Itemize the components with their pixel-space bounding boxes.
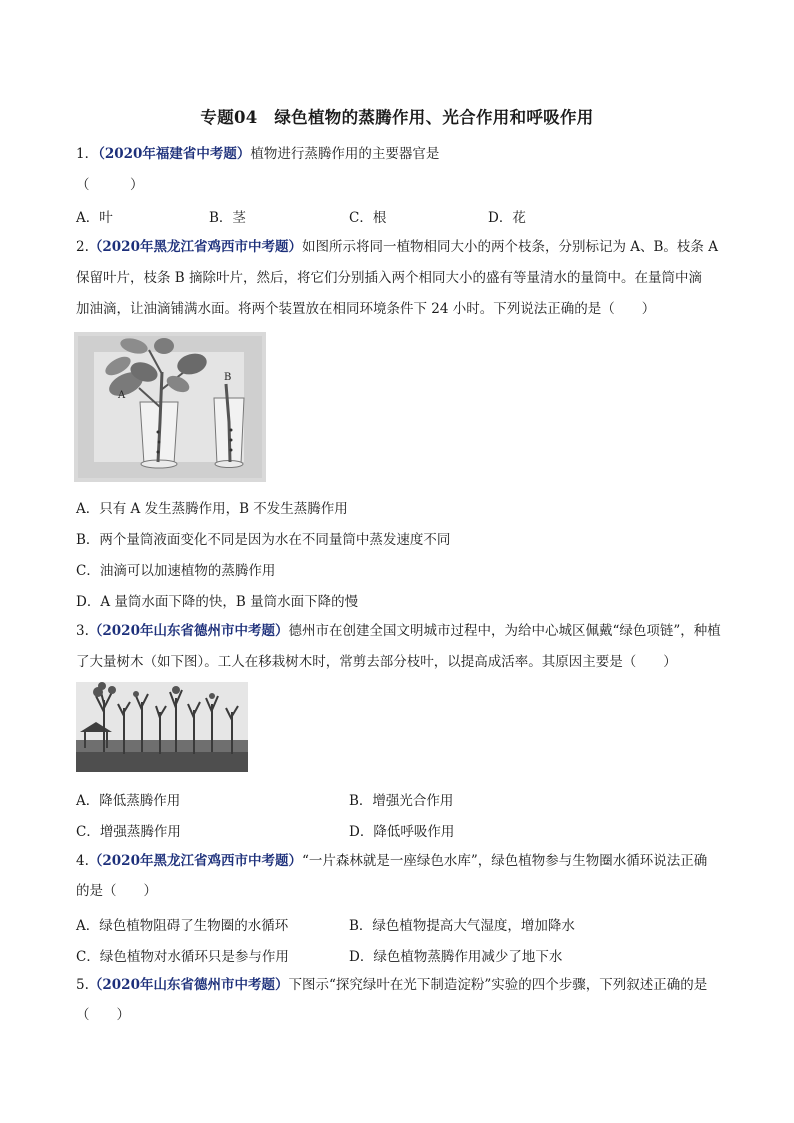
question-source: （2020年山东省德州市中考题） [88, 977, 289, 993]
question-number: 1． [76, 146, 99, 162]
option-a: A．绿色植物阻碍了生物圈的水循环 [76, 918, 289, 934]
question-number: 2. [76, 239, 89, 255]
question-source: （2020年山东省德州市中考题） [88, 623, 289, 639]
question-5-stem [76, 976, 707, 994]
question-source: （2020年福建省中考题） [98, 146, 251, 162]
question-text: 加油滴，让油滴铺满水面。将两个装置放在相同环境条件下 24 小时。下列说法正确的是（ ） [76, 301, 656, 317]
question-1-stem [76, 145, 439, 163]
question-text: 了大量树木（如下图）。工人在移栽树木时，常剪去部分枝叶，以提高成活率。其原因主要是（ ） [76, 654, 677, 670]
question-number: 5. [76, 977, 89, 993]
question-text: “一片森林就是一座绿色水库”，绿色植物参与生物圈水循环说法正确 [301, 853, 708, 869]
question-text: 植物进行蒸腾作用的主要器官是 [250, 146, 440, 162]
option-d: D．降低呼吸作用 [349, 824, 455, 840]
question-3-stem [76, 622, 721, 640]
question-number: 4. [76, 853, 89, 869]
question-source: （2020年黑龙江省鸡西市中考题） [88, 853, 302, 869]
answer-blank: （ ） [76, 177, 144, 193]
option-d: D．A 量筒水面下降的快，B 量筒水面下降的慢 [76, 594, 359, 610]
option-c: C．绿色植物对水循环只是参与作用 [76, 949, 289, 965]
option-a: A．叶 [76, 210, 113, 226]
question-2-stem [76, 238, 718, 256]
option-b: B．增强光合作用 [349, 793, 454, 809]
option-d: D．花 [488, 210, 526, 226]
question-text: 如图所示将同一植物相同大小的两个枝条，分别标记为 A、B。枝条 A [301, 239, 718, 255]
page-title: 专题04 绿色植物的蒸腾作用、光合作用和呼吸作用 [200, 108, 594, 127]
answer-blank: （ ） [76, 1007, 130, 1023]
question-4-stem [76, 852, 707, 870]
question-text: 的是（ ） [76, 883, 157, 899]
option-b: B．茎 [209, 210, 246, 226]
pruned-trees-photo [76, 682, 248, 772]
option-d: D．绿色植物蒸腾作用减少了地下水 [349, 949, 563, 965]
question-number: 3. [76, 623, 89, 639]
question-text: 下图示“探究绿叶在光下制造淀粉”实验的四个步骤，下列叙述正确的是 [288, 977, 708, 993]
option-b: B．两个量筒液面变化不同是因为水在不同量筒中蒸发速度不同 [76, 532, 451, 548]
figure-label-a: A [118, 390, 126, 401]
option-b: B．绿色植物提高大气湿度，增加降水 [349, 918, 575, 934]
question-text: 德州市在创建全国文明城市过程中，为给中心城区佩戴“绿色项链”，种植 [288, 623, 721, 639]
option-a: A．降低蒸腾作用 [76, 793, 181, 809]
option-c: C．根 [349, 210, 387, 226]
question-source: （2020年黑龙江省鸡西市中考题） [88, 239, 302, 255]
question-text: 保留叶片，枝条 B 摘除叶片，然后，将它们分别插入两个相同大小的盛有等量清水的量筒中。在量筒中滴 [76, 270, 703, 286]
option-c: C．增强蒸腾作用 [76, 824, 181, 840]
option-a: A．只有 A 发生蒸腾作用，B 不发生蒸腾作用 [76, 501, 348, 517]
figure-label-b: B [224, 372, 232, 383]
option-c: C．油滴可以加速植物的蒸腾作用 [76, 563, 276, 579]
plant-cylinder-figure [74, 332, 266, 482]
